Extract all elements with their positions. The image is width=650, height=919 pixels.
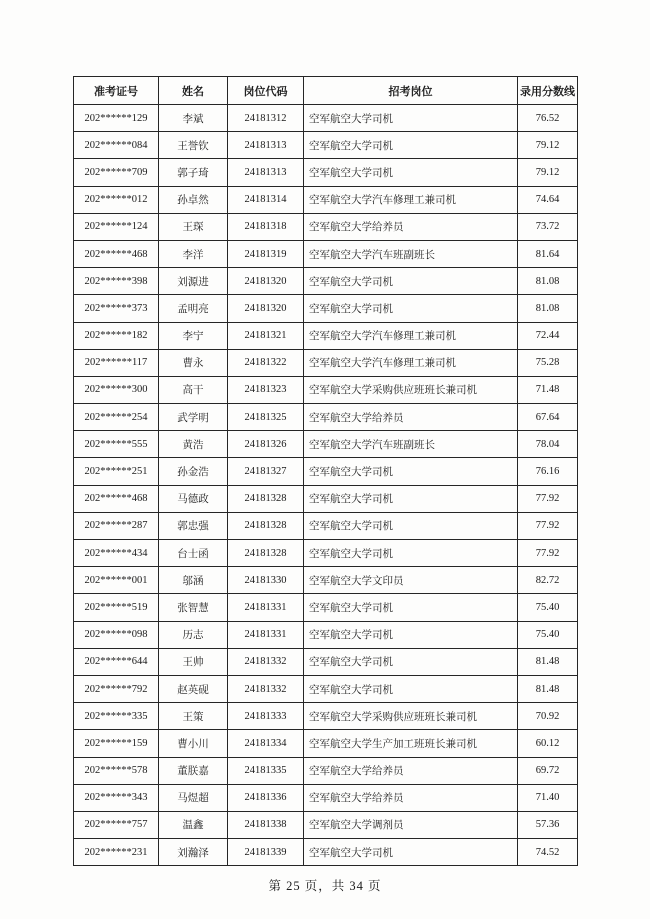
cell-exam-id: 202******117 (74, 349, 159, 376)
cell-position-code: 24181314 (228, 186, 304, 213)
cell-name: 曹小川 (159, 730, 228, 757)
cell-position-code: 24181331 (228, 621, 304, 648)
cell-exam-id: 202******124 (74, 213, 159, 240)
admission-score-table (73, 76, 578, 866)
table-row (74, 458, 578, 485)
cell-score-line: 74.52 (518, 839, 578, 866)
cell-position-title: 空军航空大学给养员 (304, 784, 518, 811)
cell-score-line: 75.40 (518, 594, 578, 621)
cell-position-title: 空军航空大学司机 (304, 675, 518, 702)
cell-position-title: 空军航空大学汽车修理工兼司机 (304, 349, 518, 376)
table-row (74, 703, 578, 730)
cell-position-title: 空军航空大学司机 (304, 648, 518, 675)
cell-score-line: 79.12 (518, 132, 578, 159)
table-row (74, 540, 578, 567)
table-row (74, 186, 578, 213)
cell-score-line: 81.48 (518, 648, 578, 675)
cell-exam-id: 202******335 (74, 703, 159, 730)
cell-exam-id: 202******468 (74, 485, 159, 512)
table-row (74, 404, 578, 431)
cell-name: 刘源进 (159, 268, 228, 295)
table-row (74, 567, 578, 594)
cell-exam-id: 202******254 (74, 404, 159, 431)
cell-position-code: 24181328 (228, 485, 304, 512)
cell-exam-id: 202******644 (74, 648, 159, 675)
cell-position-title: 空军航空大学司机 (304, 295, 518, 322)
cell-position-title: 空军航空大学司机 (304, 159, 518, 186)
cell-position-title: 空军航空大学汽车班副班长 (304, 431, 518, 458)
table-row (74, 512, 578, 539)
cell-position-code: 24181334 (228, 730, 304, 757)
table-row (74, 730, 578, 757)
cell-position-code: 24181327 (228, 458, 304, 485)
cell-position-code: 24181323 (228, 376, 304, 403)
table-row (74, 213, 578, 240)
cell-score-line: 72.44 (518, 322, 578, 349)
cell-name: 李洋 (159, 240, 228, 267)
cell-position-code: 24181339 (228, 839, 304, 866)
cell-score-line: 77.92 (518, 540, 578, 567)
cell-exam-id: 202******129 (74, 105, 159, 132)
cell-score-line: 73.72 (518, 213, 578, 240)
cell-position-code: 24181322 (228, 349, 304, 376)
cell-exam-id: 202******287 (74, 512, 159, 539)
cell-position-code: 24181326 (228, 431, 304, 458)
cell-position-title: 空军航空大学给养员 (304, 213, 518, 240)
table-row (74, 757, 578, 784)
table-row (74, 648, 578, 675)
page-number-footer: 第 25 页，共 34 页 (268, 879, 382, 893)
cell-position-code: 24181313 (228, 132, 304, 159)
table-row (74, 485, 578, 512)
cell-exam-id: 202******182 (74, 322, 159, 349)
cell-position-title: 空军航空大学司机 (304, 540, 518, 567)
cell-score-line: 81.48 (518, 675, 578, 702)
cell-position-code: 24181321 (228, 322, 304, 349)
cell-position-title: 空军航空大学生产加工班班长兼司机 (304, 730, 518, 757)
cell-position-title: 空军航空大学司机 (304, 512, 518, 539)
cell-position-title: 空军航空大学给养员 (304, 757, 518, 784)
cell-score-line: 79.12 (518, 159, 578, 186)
table-row (74, 268, 578, 295)
cell-name: 曹永 (159, 349, 228, 376)
cell-position-code: 24181328 (228, 540, 304, 567)
table-body (74, 105, 578, 866)
cell-position-title: 空军航空大学文印员 (304, 567, 518, 594)
header-name: 姓名 (159, 77, 228, 105)
cell-name: 王帅 (159, 648, 228, 675)
table-row (74, 349, 578, 376)
cell-name: 张智慧 (159, 594, 228, 621)
cell-name: 孙金浩 (159, 458, 228, 485)
cell-score-line: 60.12 (518, 730, 578, 757)
cell-name: 马德政 (159, 485, 228, 512)
cell-exam-id: 202******757 (74, 811, 159, 838)
cell-score-line: 77.92 (518, 512, 578, 539)
header-exam-id: 准考证号 (74, 77, 159, 105)
cell-position-code: 24181312 (228, 105, 304, 132)
cell-exam-id: 202******300 (74, 376, 159, 403)
table-header-row (74, 77, 578, 105)
cell-exam-id: 202******398 (74, 268, 159, 295)
cell-name: 台士函 (159, 540, 228, 567)
cell-exam-id: 202******231 (74, 839, 159, 866)
header-position-title: 招考岗位 (304, 77, 518, 105)
cell-name: 王琛 (159, 213, 228, 240)
cell-position-title: 空军航空大学司机 (304, 485, 518, 512)
table-row (74, 621, 578, 648)
cell-position-title: 空军航空大学采购供应班班长兼司机 (304, 703, 518, 730)
table-row (74, 159, 578, 186)
cell-position-code: 24181331 (228, 594, 304, 621)
table-header (74, 77, 578, 105)
cell-exam-id: 202******012 (74, 186, 159, 213)
table-row (74, 132, 578, 159)
cell-name: 李斌 (159, 105, 228, 132)
cell-position-code: 24181318 (228, 213, 304, 240)
cell-position-code: 24181333 (228, 703, 304, 730)
table-row (74, 376, 578, 403)
cell-position-code: 24181320 (228, 268, 304, 295)
cell-position-code: 24181325 (228, 404, 304, 431)
cell-score-line: 70.92 (518, 703, 578, 730)
table-row (74, 839, 578, 866)
cell-position-title: 空军航空大学汽车修理工兼司机 (304, 186, 518, 213)
cell-name: 马煜超 (159, 784, 228, 811)
cell-score-line: 69.72 (518, 757, 578, 784)
cell-position-title: 空军航空大学司机 (304, 268, 518, 295)
cell-score-line: 81.08 (518, 268, 578, 295)
cell-name: 孙卓然 (159, 186, 228, 213)
table-row (74, 105, 578, 132)
cell-position-title: 空军航空大学采购供应班班长兼司机 (304, 376, 518, 403)
cell-score-line: 75.40 (518, 621, 578, 648)
cell-name: 历志 (159, 621, 228, 648)
cell-name: 孟明亮 (159, 295, 228, 322)
cell-position-title: 空军航空大学调剂员 (304, 811, 518, 838)
cell-name: 黄浩 (159, 431, 228, 458)
cell-score-line: 78.04 (518, 431, 578, 458)
cell-position-code: 24181332 (228, 675, 304, 702)
cell-position-code: 24181320 (228, 295, 304, 322)
cell-score-line: 75.28 (518, 349, 578, 376)
cell-score-line: 76.16 (518, 458, 578, 485)
cell-position-title: 空军航空大学汽车修理工兼司机 (304, 322, 518, 349)
cell-name: 郭子琦 (159, 159, 228, 186)
cell-position-title: 空军航空大学汽车班副班长 (304, 240, 518, 267)
table-row (74, 240, 578, 267)
cell-position-code: 24181319 (228, 240, 304, 267)
cell-exam-id: 202******709 (74, 159, 159, 186)
cell-score-line: 71.40 (518, 784, 578, 811)
cell-name: 王策 (159, 703, 228, 730)
cell-position-code: 24181336 (228, 784, 304, 811)
cell-position-title: 空军航空大学司机 (304, 594, 518, 621)
header-score-line: 录用分数线 (518, 77, 578, 105)
cell-name: 董朕嘉 (159, 757, 228, 784)
cell-exam-id: 202******343 (74, 784, 159, 811)
cell-exam-id: 202******468 (74, 240, 159, 267)
cell-name: 邬涵 (159, 567, 228, 594)
cell-name: 李宁 (159, 322, 228, 349)
cell-score-line: 81.08 (518, 295, 578, 322)
table-row (74, 431, 578, 458)
table-row (74, 675, 578, 702)
cell-position-title: 空军航空大学司机 (304, 458, 518, 485)
cell-name: 赵英砚 (159, 675, 228, 702)
cell-name: 刘瀚泽 (159, 839, 228, 866)
cell-position-title: 空军航空大学司机 (304, 839, 518, 866)
cell-position-code: 24181330 (228, 567, 304, 594)
table-row (74, 594, 578, 621)
cell-exam-id: 202******159 (74, 730, 159, 757)
cell-exam-id: 202******373 (74, 295, 159, 322)
cell-score-line: 74.64 (518, 186, 578, 213)
cell-exam-id: 202******251 (74, 458, 159, 485)
cell-exam-id: 202******555 (74, 431, 159, 458)
cell-name: 温鑫 (159, 811, 228, 838)
cell-score-line: 81.64 (518, 240, 578, 267)
cell-score-line: 77.92 (518, 485, 578, 512)
cell-score-line: 67.64 (518, 404, 578, 431)
cell-position-code: 24181335 (228, 757, 304, 784)
cell-position-code: 24181328 (228, 512, 304, 539)
cell-position-title: 空军航空大学司机 (304, 105, 518, 132)
cell-score-line: 82.72 (518, 567, 578, 594)
table-row (74, 784, 578, 811)
cell-exam-id: 202******792 (74, 675, 159, 702)
cell-exam-id: 202******578 (74, 757, 159, 784)
cell-name: 高干 (159, 376, 228, 403)
table-row (74, 322, 578, 349)
cell-position-code: 24181332 (228, 648, 304, 675)
cell-position-title: 空军航空大学司机 (304, 132, 518, 159)
cell-exam-id: 202******084 (74, 132, 159, 159)
cell-exam-id: 202******519 (74, 594, 159, 621)
cell-score-line: 76.52 (518, 105, 578, 132)
cell-position-code: 24181313 (228, 159, 304, 186)
cell-exam-id: 202******434 (74, 540, 159, 567)
cell-position-title: 空军航空大学给养员 (304, 404, 518, 431)
cell-name: 武学明 (159, 404, 228, 431)
cell-name: 郭忠强 (159, 512, 228, 539)
cell-score-line: 71.48 (518, 376, 578, 403)
header-position-code: 岗位代码 (228, 77, 304, 105)
cell-position-code: 24181338 (228, 811, 304, 838)
cell-exam-id: 202******001 (74, 567, 159, 594)
cell-score-line: 57.36 (518, 811, 578, 838)
cell-name: 王誉钦 (159, 132, 228, 159)
cell-exam-id: 202******098 (74, 621, 159, 648)
table-row (74, 811, 578, 838)
table-row (74, 295, 578, 322)
cell-position-title: 空军航空大学司机 (304, 621, 518, 648)
